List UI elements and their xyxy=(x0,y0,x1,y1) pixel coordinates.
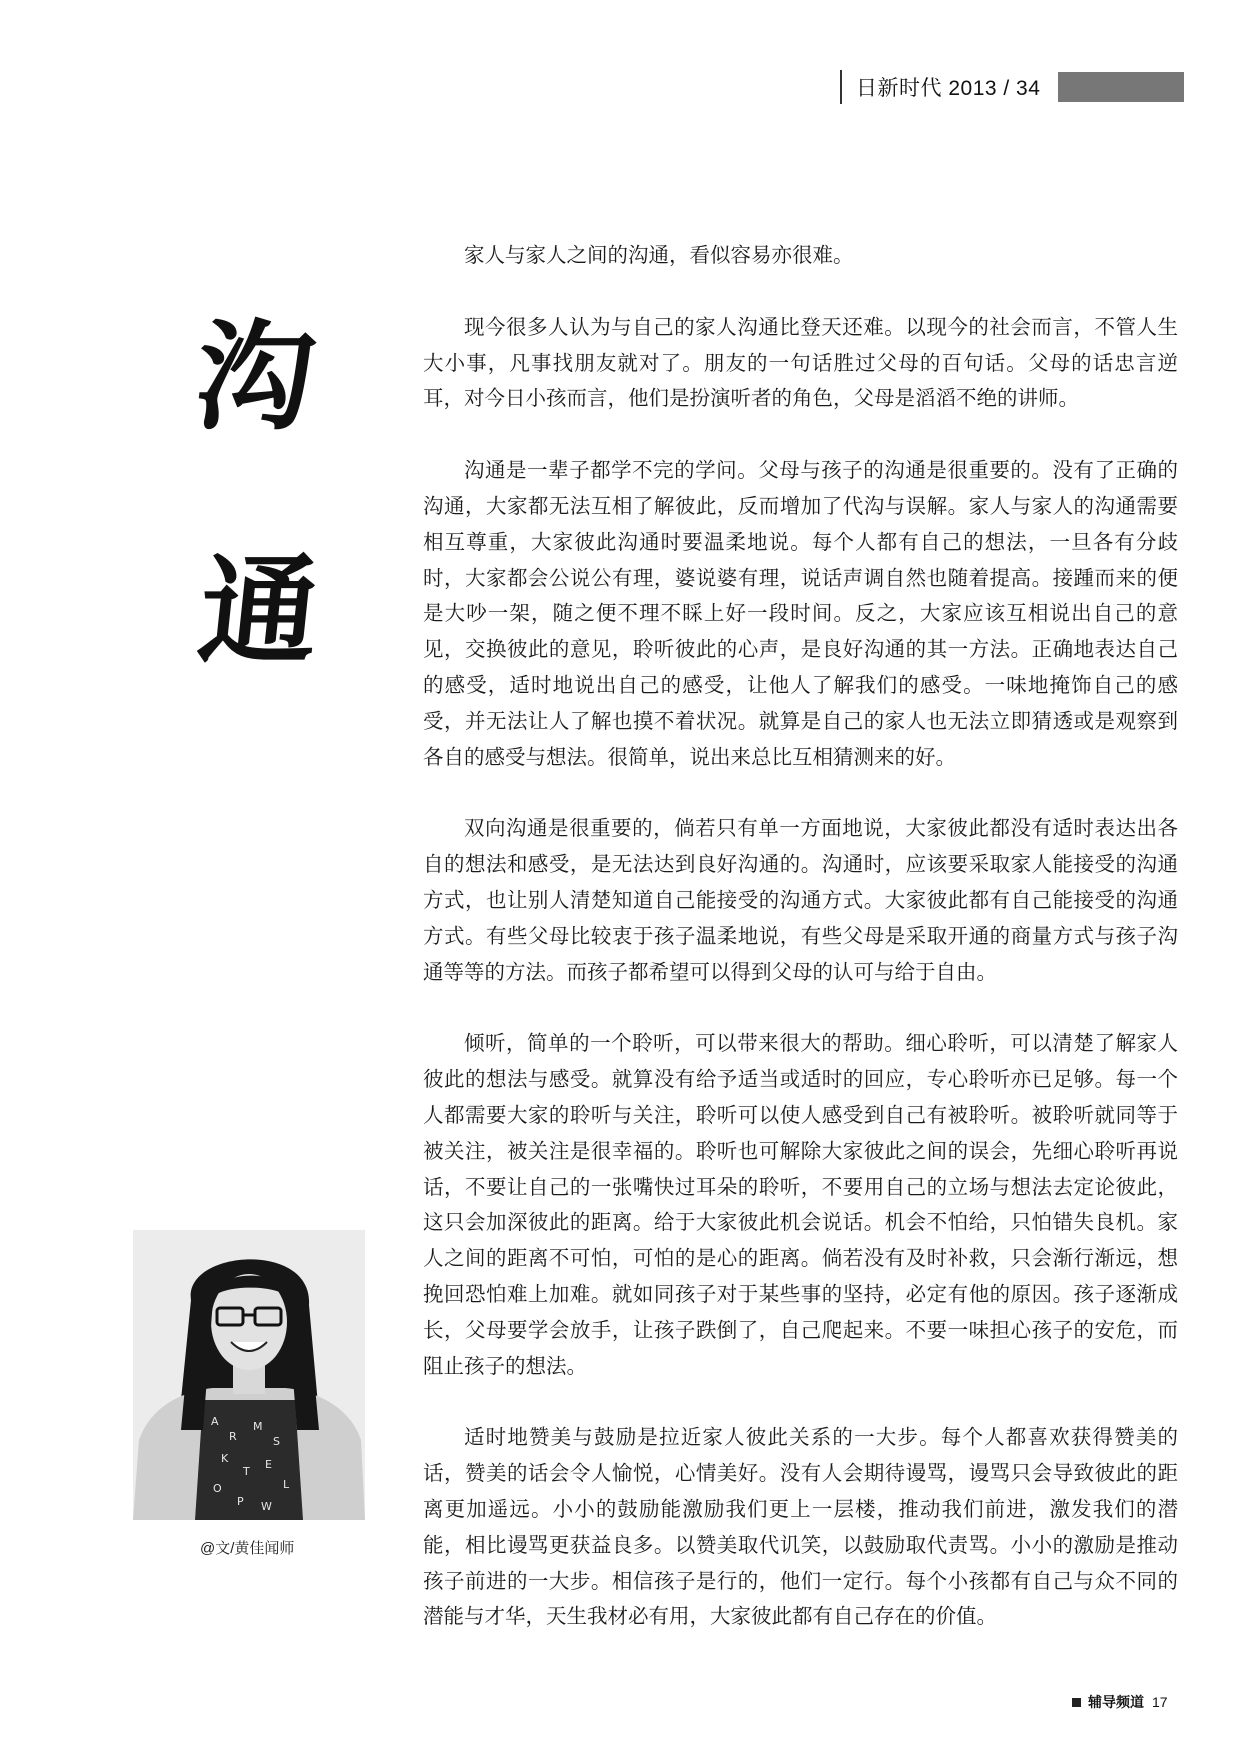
page-footer xyxy=(1072,1692,1168,1712)
svg-text:W: W xyxy=(261,1500,272,1513)
paragraph-4: 双向沟通是很重要的，倘若只有单一方面地说，大家彼此都没有适时表达出各自的想法和感受，是无法达到良好沟通的。沟通时，应该要采取家人能接受的沟通方式，也让别人清楚知道自己能接受的沟通方式。大家彼此都有自己能接受的沟通方式。有些父母比较衷于孩子温柔地说，有些父母是采取开通的商量方式与孩子沟通等等的方法。而孩子都希望可以得到父母的认可与给于自由。 xyxy=(423,816,1178,984)
svg-text:K: K xyxy=(221,1452,229,1465)
author-portrait-graphic xyxy=(133,1230,365,1520)
svg-text:O: O xyxy=(213,1482,222,1495)
paragraph-3: 沟通是一辈子都学不完的学问。父母与孩子的沟通是很重要的。没有了正确的沟通，大家都无法互相了解彼此，反而增加了代沟与误解。家人与家人的沟通需要相互尊重，大家彼此沟通时要温柔地说。每个人都有自己的想法，一旦各有分歧时，大家都会公说公有理，婆说婆有理，说话声调自然也随着提高。接踵而来的便是大吵一架，随之便不理不睬上好一段时间。反之，大家应该互相说出自己的意见，交换彼此的意见，聆听彼此的心声，是良好沟通的其一方法。正确地表达自己的感受，适时地说出自己的感受，让他人了解我们的感受。一味地掩饰自己的感受，并无法让人了解也摸不着状况。就算是自己的家人也无法立即猜透或是观察到各自的感受与想法。很简单，说出来总比互相猜测来的好。 xyxy=(423,458,1178,769)
svg-text:S: S xyxy=(273,1435,280,1448)
paragraph-6: 适时地赞美与鼓励是拉近家人彼此关系的一大步。每个人都喜欢获得赞美的话，赞美的话会令人愉悦，心情美好。没有人会期待谩骂，谩骂只会导致彼此的距离更加遥远。小小的鼓励能激励我们更上一层楼，推动我们前进，激发我们的潜能，相比谩骂更获益良多。以赞美取代讥笑，以鼓励取代责骂。小小的激励是推动孩子前进的一大步。相信孩子是行的，他们一定行。每个小孩都有自己与众不同的潜能与才华，天生我材必有用，大家彼此都有自己存在的价值。 xyxy=(423,1425,1178,1629)
photo-caption: @文/黄佳闻师 xyxy=(200,1540,295,1557)
svg-text:A: A xyxy=(211,1415,219,1428)
page-header xyxy=(840,70,1184,104)
page-number: 17 xyxy=(1152,1694,1168,1710)
paragraph-5: 倾听，简单的一个聆听，可以带来很大的帮助。细心聆听，可以清楚了解家人彼此的想法与感受。就算没有给予适当或适时的回应，专心聆听亦已足够。每一个人都需要大家的聆听与关注，聆听可以使人感受到自己有被聆听。被聆听就同等于被关注，被关注是很幸福的。聆听也可解除大家彼此之间的误会，先细心聆听再说话，不要让自己的一张嘴快过耳朵的聆听，不要用自己的立场与想法去定论彼此，这只会加深彼此的距离。给于大家彼此机会说话。机会不怕给，只怕错失良机。家人之间的距离不可怕，可怕的是心的距离。倘若没有及时补救，只会渐行渐远，想挽回恐怕难上加难。就如同孩子对于某些事的坚持，必定有他的原因。孩子逐渐成长，父母要学会放手，让孩子跌倒了，自己爬起来。不要一味担心孩子的安危，而阻止孩子的想法。 xyxy=(423,1031,1178,1378)
title-char-2: 通 xyxy=(192,541,326,680)
svg-text:L: L xyxy=(283,1478,290,1491)
svg-text:P: P xyxy=(237,1495,244,1508)
svg-text:T: T xyxy=(243,1465,250,1478)
publication-title: 日新时代 2013 / 34 xyxy=(856,77,1041,100)
svg-text:R: R xyxy=(229,1430,237,1443)
author-photo xyxy=(133,1230,365,1520)
header-divider xyxy=(840,70,842,104)
article-body xyxy=(423,238,1178,1671)
svg-text:M: M xyxy=(253,1420,263,1433)
footer-section: 辅导频道 xyxy=(1088,1694,1144,1710)
paragraph-1: 家人与家人之间的沟通，看似容易亦很难。 xyxy=(464,243,854,267)
svg-text:E: E xyxy=(265,1458,272,1471)
header-gray-bar xyxy=(1058,72,1184,102)
title-char-1: 沟 xyxy=(188,307,322,446)
footer-square-icon xyxy=(1072,1698,1081,1707)
paragraph-2: 现今很多人认为与自己的家人沟通比登天还难。以现今的社会而言，不管人生大小事，凡事找朋友就对了。朋友的一句话胜过父母的百句话。父母的话忠言逆耳，对今日小孩而言，他们是扮演听者的角色，父母是滔滔不绝的讲师。 xyxy=(423,314,1178,411)
